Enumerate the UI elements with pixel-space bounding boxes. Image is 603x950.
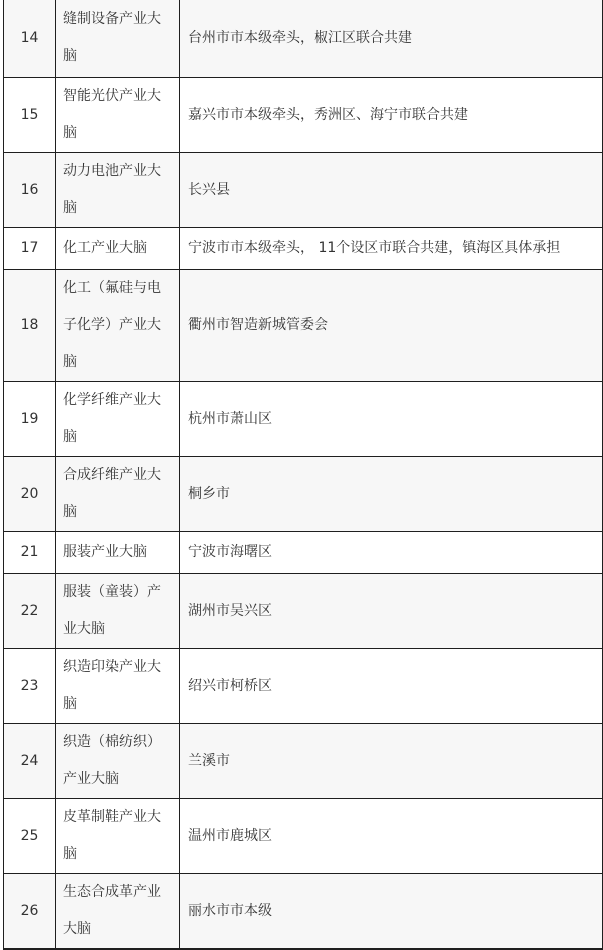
row-number: 17 bbox=[4, 227, 56, 269]
table-row bbox=[4, 573, 603, 648]
industry-brain-name: 化工产业大脑 bbox=[56, 227, 180, 269]
industry-brain-name: 缝制设备产业大脑 bbox=[56, 0, 180, 77]
responsible-unit: 绍兴市柯桥区 bbox=[180, 648, 603, 723]
table-row bbox=[4, 227, 603, 269]
industry-brain-name: 智能光伏产业大脑 bbox=[56, 77, 180, 152]
industry-brain-name: 皮革制鞋产业大脑 bbox=[56, 798, 180, 873]
table-row bbox=[4, 456, 603, 531]
industry-brain-name: 动力电池产业大脑 bbox=[56, 152, 180, 227]
industry-brain-name: 服装（童装）产业大脑 bbox=[56, 573, 180, 648]
row-number: 25 bbox=[4, 798, 56, 873]
table-row bbox=[4, 152, 603, 227]
industry-brain-name: 织造印染产业大脑 bbox=[56, 648, 180, 723]
row-number: 26 bbox=[4, 873, 56, 949]
responsible-unit: 衢州市智造新城管委会 bbox=[180, 269, 603, 381]
row-number: 21 bbox=[4, 531, 56, 573]
table-row bbox=[4, 873, 603, 949]
table-row bbox=[4, 381, 603, 456]
responsible-unit: 湖州市吴兴区 bbox=[180, 573, 603, 648]
table-row bbox=[4, 648, 603, 723]
industry-brain-name: 化学纤维产业大脑 bbox=[56, 381, 180, 456]
responsible-unit: 杭州市萧山区 bbox=[180, 381, 603, 456]
responsible-unit: 桐乡市 bbox=[180, 456, 603, 531]
responsible-unit: 宁波市海曙区 bbox=[180, 531, 603, 573]
industry-brain-name: 服装产业大脑 bbox=[56, 531, 180, 573]
row-number: 14 bbox=[4, 0, 56, 77]
row-number: 24 bbox=[4, 723, 56, 798]
responsible-unit: 台州市市本级牵头，椒江区联合共建 bbox=[180, 0, 603, 77]
table-row bbox=[4, 531, 603, 573]
table-row bbox=[4, 77, 603, 152]
responsible-unit: 宁波市市本级牵头， 11个设区市联合共建，镇海区具体承担 bbox=[180, 227, 603, 269]
table-row bbox=[4, 0, 603, 77]
responsible-unit: 温州市鹿城区 bbox=[180, 798, 603, 873]
row-number: 16 bbox=[4, 152, 56, 227]
table-row bbox=[4, 269, 603, 381]
responsible-unit: 丽水市市本级 bbox=[180, 873, 603, 949]
responsible-unit: 长兴县 bbox=[180, 152, 603, 227]
industry-brain-table-container bbox=[3, 0, 602, 950]
industry-brain-name: 化工（氟硅与电子化学）产业大脑 bbox=[56, 269, 180, 381]
row-number: 15 bbox=[4, 77, 56, 152]
responsible-unit: 嘉兴市市本级牵头，秀洲区、海宁市联合共建 bbox=[180, 77, 603, 152]
industry-brain-table bbox=[3, 0, 603, 950]
industry-brain-name: 合成纤维产业大脑 bbox=[56, 456, 180, 531]
industry-brain-name: 生态合成革产业大脑 bbox=[56, 873, 180, 949]
industry-brain-name: 织造（棉纺织）产业大脑 bbox=[56, 723, 180, 798]
row-number: 22 bbox=[4, 573, 56, 648]
row-number: 19 bbox=[4, 381, 56, 456]
responsible-unit: 兰溪市 bbox=[180, 723, 603, 798]
row-number: 20 bbox=[4, 456, 56, 531]
table-row bbox=[4, 798, 603, 873]
row-number: 23 bbox=[4, 648, 56, 723]
row-number: 18 bbox=[4, 269, 56, 381]
table-row bbox=[4, 723, 603, 798]
